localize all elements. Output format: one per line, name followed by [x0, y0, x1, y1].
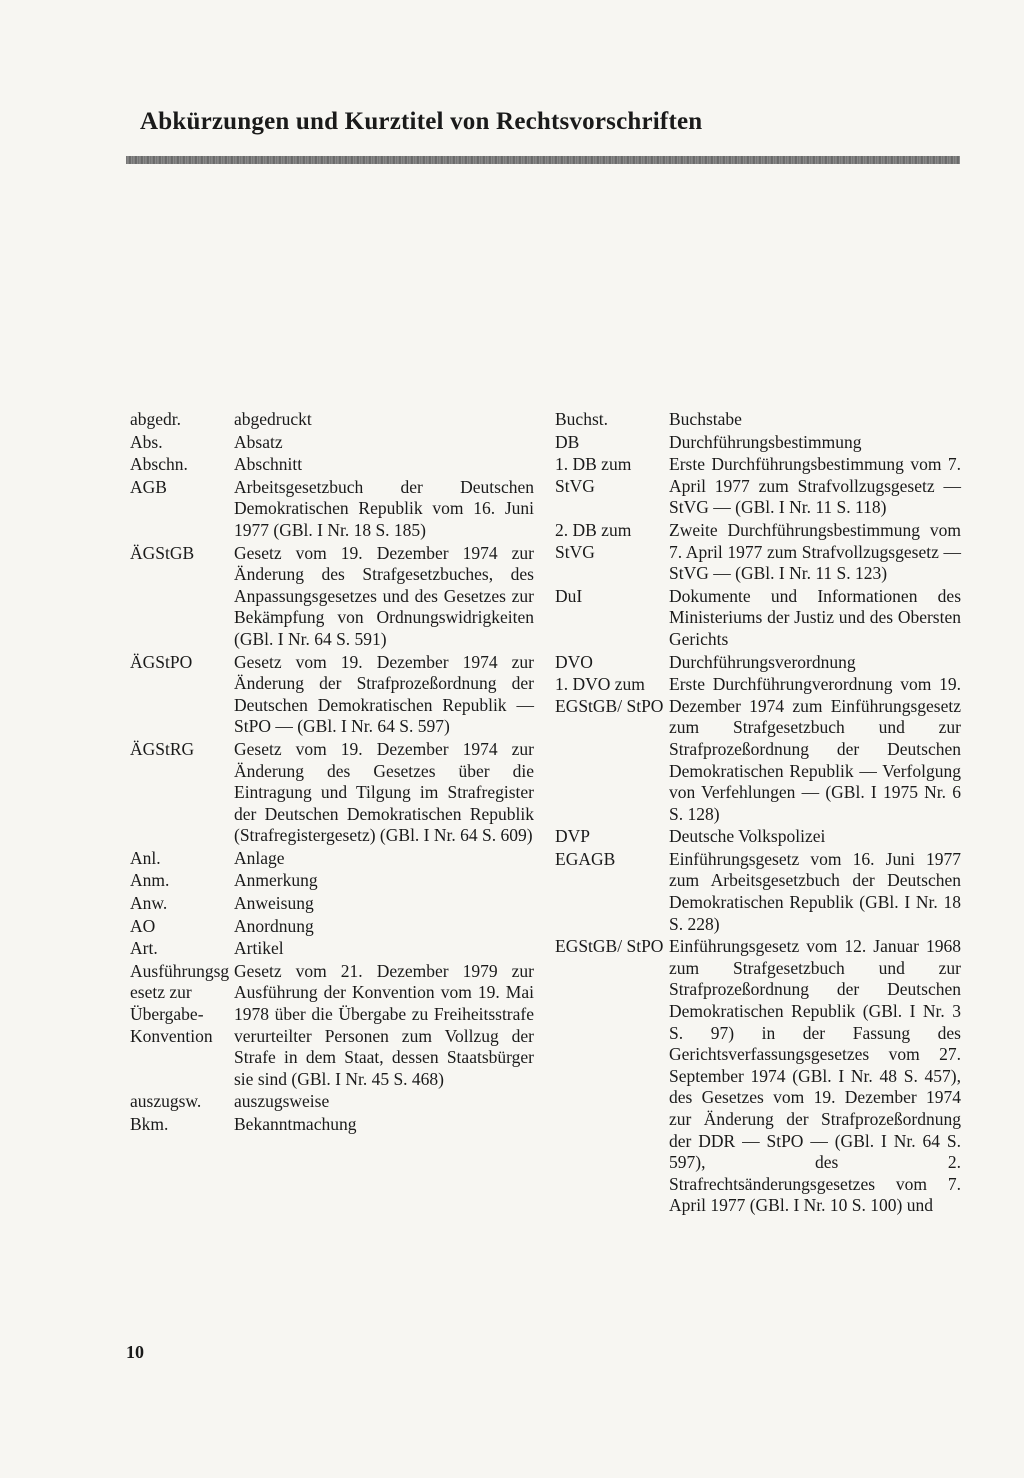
abbreviation: EGStGB/ StPO — [555, 936, 664, 957]
definition: Erste Durchführungsbestimmung vom 7. April 1977 zum Strafvollzugsgesetz — StVG — (GBl. I Nr. 11 S. 118) — [669, 454, 961, 518]
abbreviation: Bkm. — [130, 1114, 169, 1134]
abbreviation: Anl. — [130, 847, 161, 868]
list-item — [553, 408, 961, 431]
definition: Anlage — [234, 847, 285, 868]
definition: Gesetz vom 19. Dezember 1974 zur Änderung des Gesetzes über die Eintragung und Tilgung im Strafregister der Deutschen Demokratischen Republik (Strafregistergesetz) (GBl. I Nr. 64 S. 609) — [234, 738, 534, 846]
list-item — [126, 847, 534, 870]
list-item — [126, 431, 534, 454]
definition: Anweisung — [234, 893, 314, 914]
list-item — [126, 960, 534, 1091]
abbreviation: AGB — [130, 476, 167, 497]
abbreviation-column-left — [126, 408, 534, 1136]
abbreviation: abgedr. — [130, 409, 182, 429]
list-item — [553, 585, 961, 651]
abbreviation: Abs. — [130, 431, 163, 452]
abbreviation: DVO — [555, 651, 593, 672]
abbreviation: Art. — [130, 938, 158, 959]
definition: Artikel — [234, 938, 284, 959]
definition: Arbeitsgesetzbuch der Deutschen Demokratischen Republik vom 16. Juni 1977 (GBl. I Nr. 18 S. 185) — [234, 476, 534, 540]
list-item — [126, 408, 534, 431]
list-item — [126, 1113, 534, 1136]
list-item — [553, 935, 961, 1217]
definition: Absatz — [234, 431, 283, 452]
abbreviation: ÄGStRG — [130, 738, 195, 759]
abbreviation: ÄGStGB — [130, 542, 195, 563]
abbreviation: DuI — [555, 585, 583, 606]
page-title: Abkürzungen und Kurztitel von Rechtsvorschriften — [140, 108, 703, 135]
definition: Einführungsgesetz vom 16. Juni 1977 zum Arbeitsgesetzbuch der Deutschen Demokratischen Republik (GBl. I Nr. 18 S. 228) — [669, 848, 961, 934]
abbreviation: Abschn. — [130, 454, 188, 475]
abbreviation: DB — [555, 431, 580, 452]
list-item — [553, 848, 961, 935]
definition: Gesetz vom 21. Dezember 1979 zur Ausführung der Konvention vom 19. Mai 1978 über die Übergabe zu Freiheitsstrafe verurteilter Personen zum Vollzug der Strafe in dem Staat, dessen Staatsbürger sie sind (GBl. I Nr. 45 S. 468) — [234, 960, 534, 1089]
list-item — [126, 651, 534, 738]
abbreviation: Anw. — [130, 893, 168, 914]
abbreviation: auszugsw. — [130, 1091, 202, 1112]
list-item — [126, 892, 534, 915]
definition: Einführungsgesetz vom 12. Januar 1968 zum Strafgesetzbuch und zur Strafprozeßordnung der Deutschen Demokratischen Republik (GBl. I Nr. 3 S. 97) in der Fassung des Gerichtsverfassungsgesetzes vom 27. September 1974 (GBl. I Nr. 48 S. 457), des Gesetzes vom 19. Dezember 1974 zur Änderung der Strafprozeßordnung der DDR — StPO — (GBl. I Nr. 64 S. 597), des 2. Strafrechtsänderungsgesetzes vom 7. April 1977 (GBl. I Nr. 10 S. 100) und — [669, 936, 961, 1216]
abbreviation: Buchst. — [555, 409, 608, 429]
list-item — [126, 869, 534, 892]
list-item — [126, 937, 534, 960]
list-item — [553, 673, 961, 825]
list-item — [126, 738, 534, 847]
definition: Zweite Durchführungsbestimmung vom 7. April 1977 zum Strafvollzugsgesetz — StVG — (GBl. I Nr. 11 S. 123) — [669, 519, 961, 584]
definition: Bekanntmachung — [234, 1114, 357, 1134]
definition: Gesetz vom 19. Dezember 1974 zur Änderung der Strafprozeßordnung der Deutschen Demokratischen Republik — StPO — (GBl. I Nr. 64 S. 597) — [234, 651, 534, 737]
list-item — [553, 431, 961, 454]
definition: Abschnitt — [234, 454, 303, 475]
list-item — [553, 825, 961, 848]
abbreviation-column-right — [553, 408, 961, 1217]
definition: Durchführungsverordnung — [669, 651, 856, 672]
definition: auszugsweise — [234, 1091, 330, 1112]
abbreviation: 2. DB zum StVG — [555, 519, 632, 562]
page-number: 10 — [126, 1342, 144, 1362]
abbreviation: EGAGB — [555, 848, 616, 869]
list-item — [553, 519, 961, 585]
definition: Anordnung — [234, 915, 314, 936]
list-item — [126, 915, 534, 938]
abbreviation: 1. DB zum StVG — [555, 454, 632, 496]
abbreviation: ÄGStPO — [130, 651, 193, 672]
definition: Buchstabe — [669, 409, 742, 429]
definition: Deutsche Volkspolizei — [669, 826, 826, 847]
definition: Gesetz vom 19. Dezember 1974 zur Änderung des Strafgesetzbuches, des Anpassungsgesetzes und des Gesetzes zur Bekämpfung von Ordnungswidrigkeiten (GBl. I Nr. 64 S. 591) — [234, 542, 534, 649]
abbreviation: Anm. — [130, 870, 170, 891]
list-item — [126, 1090, 534, 1113]
abbreviation: AO — [130, 915, 156, 936]
list-item — [126, 476, 534, 542]
definition: abgedruckt — [234, 409, 312, 429]
abbreviation: DVP — [555, 826, 591, 847]
title-rule — [126, 156, 960, 164]
definition: Durchführungsbestimmung — [669, 431, 862, 452]
definition: Erste Durchführungverordnung vom 19. Dezember 1974 zum Einführungsgesetz zum Strafgesetzbuch und zur Strafprozeßordnung der Deutschen Demokratischen Republik — Verfolgung von Verfehlungen — (GBl. I 1975 Nr. 6 S. 128) — [669, 674, 961, 824]
definition: Dokumente und Informationen des Ministeriums der Justiz und des Obersten Gerichts — [669, 585, 961, 649]
list-item — [553, 453, 961, 519]
list-item — [126, 542, 534, 651]
list-item — [126, 453, 534, 476]
definition: Anmerkung — [234, 870, 318, 891]
abbreviation: 1. DVO zum EGStGB/ StPO — [555, 674, 664, 716]
list-item — [553, 651, 961, 674]
abbreviation: Ausführungsgesetz zur Übergabe-Konvention — [130, 960, 230, 1046]
